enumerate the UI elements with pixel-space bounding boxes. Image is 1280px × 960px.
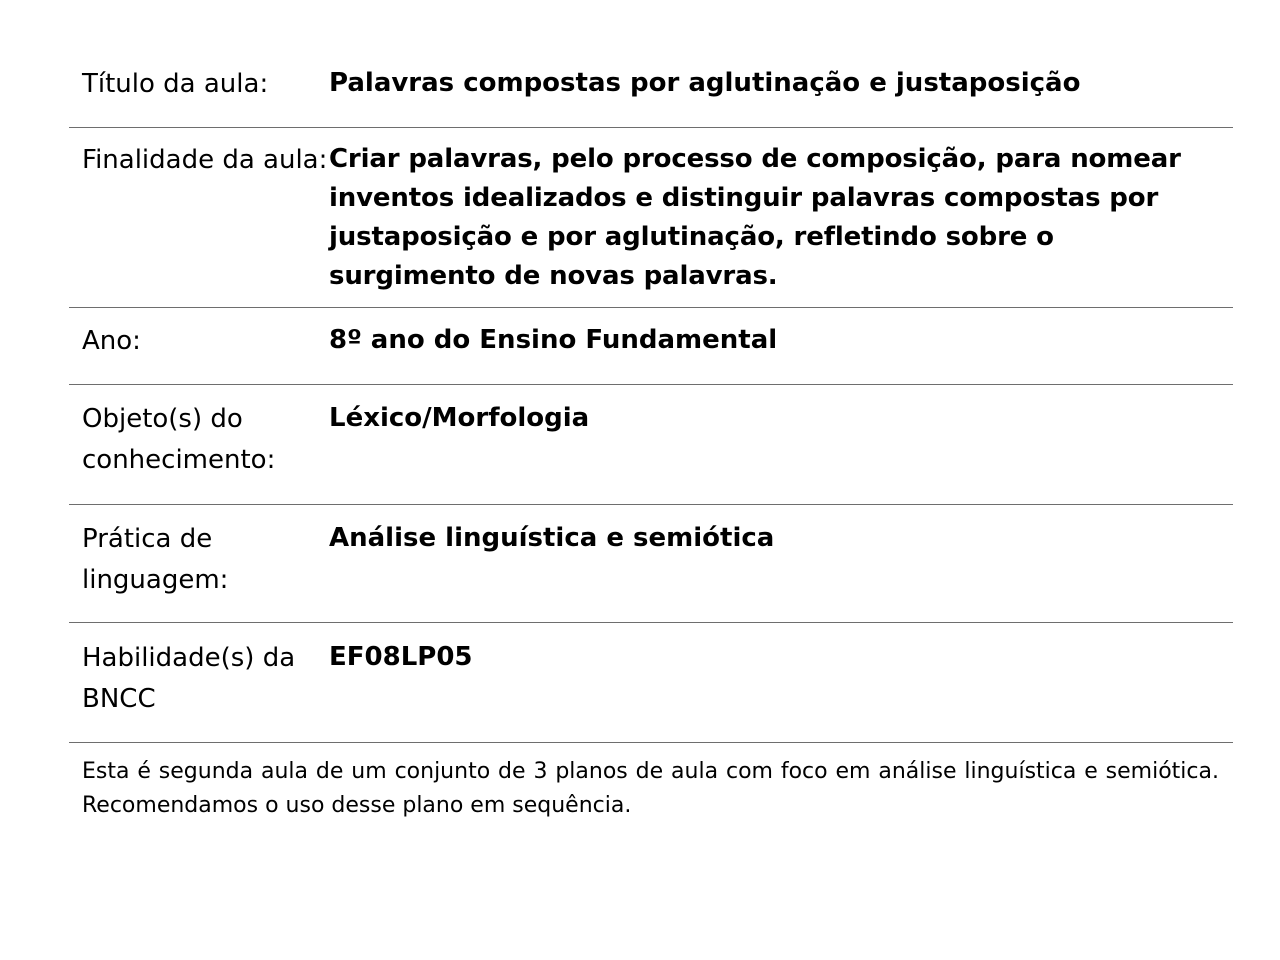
row-label: Título da aula:	[82, 69, 269, 99]
row-label: Objeto(s) do conhecimento:	[82, 404, 276, 475]
row-ano	[69, 308, 1233, 385]
row-pratica	[69, 505, 1233, 623]
row-value: Criar palavras, pelo processo de composição, para nomear inventos idealizados e distinguir palavras compostas por justaposição e por aglutinação, refletindo sobre o surgimento de novas palavras.	[329, 144, 1181, 291]
row-titulo	[69, 49, 1233, 128]
row-label: Prática de linguagem:	[82, 524, 229, 595]
row-finalidade	[69, 128, 1233, 308]
row-label: Habilidade(s) da BNCC	[82, 643, 296, 714]
lesson-plan-table	[69, 49, 1233, 823]
sequence-note: Esta é segunda aula de um conjunto de 3 planos de aula com foco em análise linguística e semiótica. Recomendamos o uso desse plano em sequência.	[82, 759, 1219, 818]
row-value: Análise linguística e semiótica	[329, 523, 775, 553]
row-value: EF08LP05	[329, 642, 473, 672]
row-value: Léxico/Morfologia	[329, 403, 590, 433]
row-label: Finalidade da aula:	[82, 145, 328, 175]
row-value: Palavras compostas por aglutinação e justaposição	[329, 68, 1081, 98]
row-habilidade	[69, 623, 1233, 743]
row-objeto	[69, 385, 1233, 505]
row-value: 8º ano do Ensino Fundamental	[329, 325, 778, 355]
row-label: Ano:	[82, 326, 141, 356]
